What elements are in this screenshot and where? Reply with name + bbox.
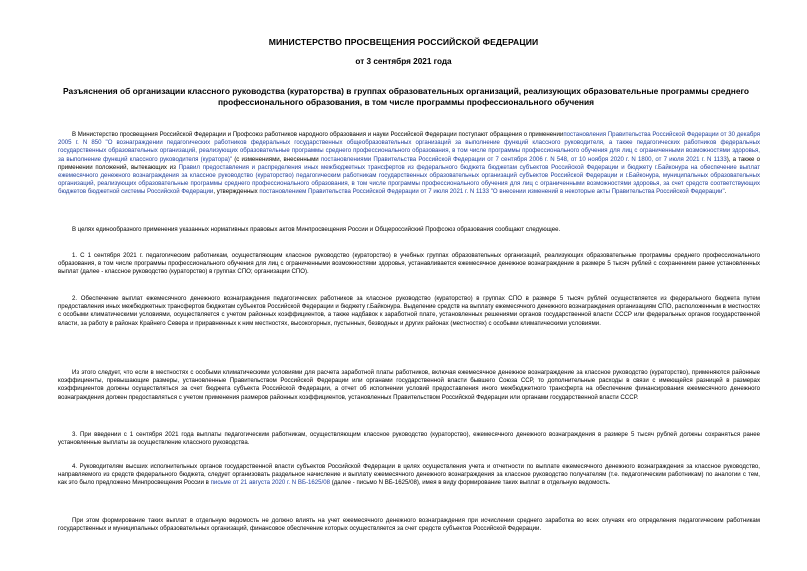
- intro-text-1: В Министерство просвещения Российской Федерации и Профсоюз работников народного образования и науки Российской Федерации поступают обращения о применении: [72, 131, 564, 138]
- paragraph-item-2: 2. Обеспечение выплат ежемесячного денежного вознаграждения педагогических работников за классное руководство (кураторство) в группах СПО в размере 5 тысяч рублей осуществляется из федерального бюджета путем предоставления иных межбюджетных трансфертов бюджетам субъектов Российской Федерации и бюджету г.Байконура. Выделение средств на выплату ежемесячного денежного вознаграждения организациям СПО, расположенным в местностях с особыми климатическими условиями, осуществляется с учетом районных коэффициентов, а также надбавок к заработной плате, установленных решениями органов государственной власти СССР или федеральных органов государственной власти, за работу в районах Крайнего Севера и приравненных к ним местностях, высокогорных, пустынных, безводных и других районах (местностях) с особыми климатическими условиями.: [58, 295, 760, 327]
- paragraph-item-4: [58, 463, 760, 488]
- link-amending-resolutions[interactable]: постановлениями Правительства Российской Федерации от 7 сентября 2006 г. N 548, от 10 ноября 2020 г. N 1800, от 7 июля 2021 г. N 1133: [320, 155, 727, 163]
- item-4-text-1: 4. Руководителям высших исполнительных органов государственной власти субъектов Российской Федерации в целях осуществления учета и отчетности по выплате ежемесячного денежного вознаграждения за классное руководство, направляемого из средств федерального бюджета, следует организовать раздельное начисление и выплату ежемесячного денежного вознаграждения за классное руководство получателям (т.е. педагогическим работникам) по аналогии с тем, как это было предложено Минпросвещения России в: [58, 463, 760, 487]
- paragraph-item-3: 3. При введении с 1 сентября 2021 года выплаты педагогическим работникам, осуществляющим классное руководство (кураторство), ежемесячного денежного вознаграждения в размере 5 тысяч рублей должны сохраняться ранее установленные выплаты за осуществление классного руководства.: [58, 431, 760, 447]
- paragraph-item-2-note: Из этого следует, что если в местностях с особыми климатическими условиями для расчета заработной платы работников, включая ежемесячное денежное вознаграждение за классное руководство (кураторство), применяются районные коэффициенты, превышающие размеры, установленные Правительством Российской Федерации или органами государственной власти бывшего Союза ССР, то дополнительные расходы в связи с имеющейся разницей в размерах коэффициентов должны осуществляться за счет бюджета субъекта Российской Федерации, а отчет об исполнении условий предоставления иного межбюджетного трансферта на обеспечение финансирования ежемесячного денежного вознаграждения должен предоставляться с учетом применения размеров районных коэффициентов, установленных Правительством Российской Федерации или органами государственной власти СССР.: [58, 369, 760, 401]
- item-4-text-2: (далее - письмо N ВБ-1625/08), имея в виду формирование таких выплат в отдельную ведомость.: [330, 479, 611, 487]
- paragraph-item-1: 1. С 1 сентября 2021 г. педагогическим работникам, осуществляющим классное руководство (кураторство) в учебных группах образовательных организаций, реализующих образовательные программы среднего профессионального образования, в том числе программы профессионального обучения для лиц с ограниченными возможностями здоровья, устанавливается ежемесячное денежное вознаграждение в размере 5 тысяч рублей с сохранением ранее установленных выплат (далее - классное руководство (кураторство) в группах СПО; организации СПО).: [58, 252, 760, 276]
- intro-text-2: (с изменениями, внесенными: [232, 155, 321, 163]
- paragraph-purpose: В целях единообразного применения указанных нормативных правовых актов Минпросвещения России и Общероссийский Профсоюз образования сообщают следующее.: [72, 226, 561, 233]
- document-date: от 3 сентября 2021 года: [355, 57, 452, 66]
- intro-text-4: , утвержденных: [213, 188, 260, 196]
- ministry-heading: МИНИСТЕРСТВО ПРОСВЕЩЕНИЯ РОССИЙСКОЙ ФЕДЕРАЦИИ: [268, 37, 539, 47]
- link-resolution-1133[interactable]: постановлением Правительства Российской Федерации от 7 июля 2021 г. N 1133 "О внесении изменений в некоторые акты Правительства Российской Федерации": [259, 188, 725, 196]
- link-transfer-rules[interactable]: Правил предоставления и распределения иных межбюджетных трансфертов из федерального бюджета бюджетам субъектов Российской Федерации и бюджету г.Байконура на обеспечение выплат ежемесячного денежного вознаграждения за классное руководство (кураторство) педагогическим работникам государственных образовательных организаций субъектов Российской Федерации и г.Байконура, муниципальных образовательных организаций, реализующих образовательные программы среднего профессионального образования, в том числе программы профессионального обучения для лиц с ограниченными возможностями здоровья, за счет средств соответствующих бюджетов бюджетной системы Российской Федерации: [58, 163, 761, 196]
- intro-text-5: .: [724, 188, 727, 196]
- intro-text-3: ), а также о применении положений, вытекающих из: [58, 155, 760, 171]
- document-title: Разъяснения об организации классного руководства (кураторства) в группах образовательных организаций, реализующих образовательные программы среднего профессионального образования, в том числе программы профессионального обучения: [63, 86, 749, 107]
- link-letter-vb-1625[interactable]: письме от 21 августа 2020 г. N ВБ-1625/08: [210, 479, 331, 487]
- link-resolution-850[interactable]: постановления Правительства Российской Федерации от 30 декабря 2005 г. N 850 "О вознаграждении педагогических работников федеральных государственных общеобразовательных организаций за выполнение функций классного руководителя, а также педагогических работников федеральных государственных образовательных организаций, реализующих образовательные программы среднего профессионального образования, в том числе программы профессионального обучения для лиц с ограниченными возможностями здоровья, за выполнение функций классного руководителя (куратора)": [58, 131, 760, 163]
- paragraph-final: При этом формирование таких выплат в отдельную ведомость не должно влиять на учет ежемесячного денежного вознаграждения при исчислении среднего заработка во всех случаях его определения педагогическим работникам государственных и муниципальных образовательных организаций, финансовое обеспечение которых осуществляется за счет средств субъектов Российской Федерации.: [58, 517, 760, 533]
- paragraph-intro: [58, 131, 760, 197]
